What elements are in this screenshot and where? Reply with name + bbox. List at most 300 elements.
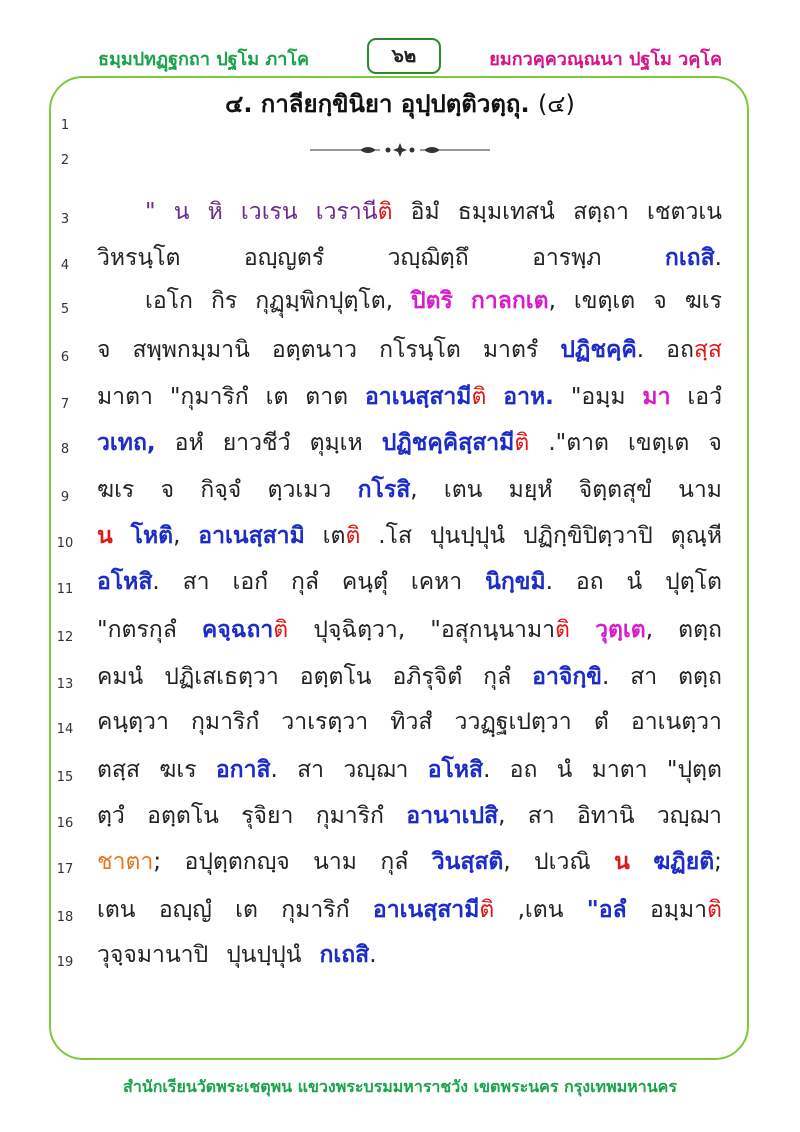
line-number: 14 [56, 722, 74, 737]
line-number: 1 [60, 118, 70, 133]
word [666, 335, 722, 365]
word-text: เอกํ [232, 569, 269, 595]
word [323, 521, 361, 551]
word [342, 567, 388, 597]
word-text: กุฏุมฺพิกปุตฺโต, [255, 288, 394, 314]
word-text: อิทานิ [576, 803, 635, 829]
word-text: คจฺฉถา [201, 617, 274, 643]
word-text: อปุตฺตกญฺจ [184, 849, 290, 875]
word-text: อถ [666, 337, 694, 363]
header-right-title: ยมกวคฺควณฺณนา ปฐโม วคฺโค [489, 49, 722, 70]
text-line [97, 755, 722, 785]
text-line [97, 707, 722, 737]
word [313, 615, 405, 645]
word-text: " [145, 199, 156, 225]
word [133, 335, 250, 365]
word [316, 197, 393, 227]
word-suffix: . [369, 942, 377, 968]
line-number: 10 [56, 536, 74, 551]
word-suffix: ติ [479, 897, 495, 923]
word [266, 382, 289, 412]
word-text: มาตา [591, 757, 648, 783]
text-line [145, 286, 722, 316]
word [458, 197, 555, 227]
word-suffix: ติ [555, 617, 570, 643]
word-text: อหํ [174, 430, 204, 456]
word-text: ตาต [305, 384, 349, 410]
word [300, 662, 372, 692]
word-text: สา [297, 757, 325, 783]
word [557, 755, 573, 785]
line-number: 6 [60, 350, 70, 365]
word [455, 707, 572, 737]
word [528, 801, 555, 831]
text-line [97, 567, 722, 597]
word-text: เขตฺเต [628, 430, 690, 456]
word [430, 521, 505, 551]
page-number: ๖๒ [367, 38, 441, 74]
word-text: .โส [378, 523, 412, 549]
word [373, 895, 494, 925]
word [485, 567, 553, 597]
word [131, 521, 181, 551]
word-text: คนฺตฺวา [97, 709, 169, 735]
word-text: ตํ [593, 709, 609, 735]
word-text: คนฺตุํ [341, 569, 388, 595]
word [198, 521, 304, 551]
word [576, 567, 604, 597]
word-text: เต [235, 897, 258, 923]
word [281, 707, 368, 737]
word-text: อาจิกฺขิ [532, 664, 602, 690]
word-text: ฆฏิยติ [653, 849, 715, 875]
word [534, 847, 591, 877]
word-text: เชตวเน [647, 199, 722, 225]
text-line [97, 521, 722, 551]
word [573, 197, 629, 227]
word-text: "กตรกุลํ [97, 617, 177, 643]
word-text: อาเนสฺสามี [364, 384, 472, 410]
word-text: ววฏฺฐเปตฺวา [454, 709, 572, 735]
footer-institution: สำนักเรียนวัดพระเชตุพน แขวงพระบรมมหาราชวัง เขตพระนคร กรุงเทพมหานคร [123, 1077, 677, 1096]
word [97, 895, 136, 925]
word [216, 755, 278, 785]
word [388, 243, 469, 273]
line-number: 17 [56, 862, 74, 877]
text-line [97, 243, 722, 273]
word-text: รุจิยา [241, 803, 294, 829]
word [272, 335, 357, 365]
word [685, 286, 722, 316]
line-number: 18 [56, 910, 74, 925]
word [161, 475, 174, 505]
word-text: ,เตน [517, 897, 564, 923]
word [232, 567, 268, 597]
word [392, 662, 462, 692]
word-text: วาเรตฺวา [281, 709, 369, 735]
line-number: 4 [60, 258, 70, 273]
line-number: 2 [60, 153, 70, 168]
word-text: "ปุตฺต [666, 757, 722, 783]
word-text: กุมาริกํ [315, 803, 384, 829]
word-text: กเถสิ [664, 245, 715, 271]
word-text: นาม [678, 477, 722, 503]
word [631, 707, 722, 737]
word-text: กโรนฺโต [379, 337, 461, 363]
word [97, 335, 110, 365]
word-text: วญฺฌา [343, 757, 409, 783]
line-number: 8 [60, 442, 70, 457]
word-suffix: ติ [514, 430, 530, 456]
word-text: กเถสิ [319, 942, 370, 968]
word-text: อาเนตฺวา [630, 709, 722, 735]
word [164, 662, 279, 692]
word [235, 895, 258, 925]
text-line [97, 428, 722, 458]
line-number: 7 [60, 397, 70, 412]
word-suffix: . [152, 569, 160, 595]
word [628, 428, 689, 458]
word-suffix: ติ [471, 384, 487, 410]
word-suffix: สฺส [693, 337, 722, 363]
word [579, 475, 652, 505]
word [592, 755, 648, 785]
word [532, 662, 609, 692]
word-text: ปุจฺฉิตฺวา, [313, 617, 406, 643]
word [97, 382, 153, 412]
word-text: อโหสิ [427, 757, 484, 783]
word-suffix: , [645, 617, 654, 643]
word-text: ตตฺถ [678, 664, 722, 690]
word-text: ตสฺส [97, 757, 141, 783]
word [678, 662, 722, 692]
word-text: อานาเปสิ [406, 803, 499, 829]
word [202, 615, 288, 645]
word-text: ปุนปฺปุนํ [226, 942, 302, 968]
word-text: วญฺฌา [656, 803, 722, 829]
line-number: 16 [56, 816, 74, 831]
word-text: เอโก [145, 288, 193, 314]
text-line [97, 382, 722, 412]
word-text: อถ [575, 569, 604, 595]
word-suffix: , [503, 849, 511, 875]
word-text: ปฏิกฺขิปิตฺวาปิ [523, 523, 653, 549]
word-text: วเทถ, [97, 430, 156, 456]
word-text: เตน [97, 897, 136, 923]
word-suffix: . [636, 337, 645, 363]
word-text: "อสุกนฺนามา [430, 617, 556, 643]
word [483, 662, 511, 692]
word-suffix: , [173, 523, 181, 549]
text-line [145, 197, 722, 227]
word-text: มยฺหํ [508, 477, 553, 503]
word [316, 801, 384, 831]
word-suffix: ; [153, 849, 162, 875]
word-text: ฆเร [159, 757, 197, 783]
word [642, 382, 670, 412]
word-text: น [173, 199, 190, 225]
word-text: มาตรํ [482, 337, 539, 363]
word-text: น [614, 849, 630, 875]
word-text: อตฺตนาว [271, 337, 358, 363]
word [428, 755, 491, 785]
word-text: นํ [626, 569, 643, 595]
word [657, 801, 722, 831]
word-text: ปฏิชคฺคิสฺสามี [381, 430, 515, 456]
word-text: กุมาริกํ [281, 897, 350, 923]
word-text: วญฺฌิตฺถึ [387, 245, 469, 271]
word-text: กโรสิ [357, 477, 411, 503]
text-line [97, 475, 722, 505]
word-text: ธมฺมเทสนํ [457, 199, 555, 225]
word [97, 940, 208, 970]
word-text: สา [527, 803, 555, 829]
word-text: กุมาริกํ [190, 709, 260, 735]
word [647, 197, 722, 227]
word-text: "อลํ [586, 897, 627, 923]
word [678, 475, 722, 505]
word [145, 286, 193, 316]
word [174, 197, 190, 227]
word [159, 895, 212, 925]
word-suffix: , [548, 288, 556, 314]
word-text: สตฺถา [573, 199, 629, 225]
word [291, 567, 319, 597]
word [358, 475, 418, 505]
word [297, 755, 324, 785]
word-suffix: , [498, 803, 506, 829]
word [665, 567, 722, 597]
word [574, 286, 635, 316]
word [708, 428, 721, 458]
word-suffix: . [545, 569, 553, 595]
word-text: วุจฺจมานาปิ [97, 942, 209, 968]
story-title-number: (๔) [537, 90, 575, 118]
word-text: เต [322, 523, 346, 549]
word [97, 243, 180, 273]
word-suffix: ติ [273, 617, 289, 643]
word [97, 801, 125, 831]
word [571, 382, 626, 412]
word [310, 428, 363, 458]
text-line [97, 662, 722, 692]
word-text: ยาวชีวํ [222, 430, 291, 456]
word [614, 847, 630, 877]
word [509, 475, 553, 505]
word-text: กุลํ [290, 569, 319, 595]
word-text: มาตา [97, 384, 153, 410]
text-line [97, 895, 722, 925]
word [411, 197, 440, 227]
word [444, 475, 483, 505]
word-text: อาห. [503, 384, 554, 410]
word-text: เวรานี [315, 199, 378, 225]
word-text: ทิวสํ [390, 709, 433, 735]
text-line [97, 335, 722, 365]
word-text: ."ตาต [548, 430, 609, 456]
word [406, 801, 505, 831]
word-text: ปฏิเสเธตฺวา [164, 664, 279, 690]
word-text: อภิรุจิตํ [392, 664, 463, 690]
word-text: ชาตา [97, 849, 154, 875]
word-text: จ [160, 477, 175, 503]
word-text: เวเรน [240, 199, 298, 225]
word [665, 243, 722, 273]
word [281, 895, 349, 925]
word [223, 428, 291, 458]
word [411, 567, 462, 597]
word [97, 475, 134, 505]
word [208, 197, 223, 227]
text-line [97, 847, 722, 877]
word-text: จิตฺตสุขํ [578, 477, 652, 503]
word [532, 243, 601, 273]
word-text: เคหา [410, 569, 463, 595]
word-suffix: . [601, 664, 610, 690]
word-text: อตฺตโน [299, 664, 372, 690]
word [594, 707, 609, 737]
word-suffix: ติ [707, 897, 722, 923]
line-number: 12 [56, 630, 74, 645]
word [627, 567, 643, 597]
word [390, 707, 432, 737]
word [97, 567, 160, 597]
word-text: ปุตฺโต [665, 569, 722, 595]
word-text: "อมฺม [570, 384, 626, 410]
word [226, 940, 301, 970]
word [378, 521, 412, 551]
word-text: เตน [443, 477, 483, 503]
word-text: ปุนปฺปุนํ [429, 523, 506, 549]
word [97, 662, 143, 692]
header-left-title: ธมฺมปทฏฺฐกถา ปฐโม ภาโค [98, 49, 310, 70]
word [653, 847, 722, 877]
word-text: อตฺตโน [147, 803, 219, 829]
word-text: น [97, 523, 113, 549]
word [191, 707, 259, 737]
word [630, 662, 657, 692]
word [379, 335, 461, 365]
word-text: ฆเร [684, 288, 722, 314]
word [650, 895, 722, 925]
word-text: กุลํ [483, 664, 512, 690]
word [548, 428, 609, 458]
word-text: อถ [509, 757, 538, 783]
word [595, 615, 653, 645]
word [411, 286, 453, 316]
word-text: เต [265, 384, 289, 410]
story-title [120, 84, 680, 123]
line-number: 9 [60, 490, 70, 505]
word [653, 286, 666, 316]
word [319, 940, 376, 970]
word [518, 895, 564, 925]
text-line [97, 615, 722, 645]
text-line [97, 940, 722, 970]
word [97, 707, 169, 737]
word [483, 335, 538, 365]
word [241, 197, 298, 227]
story-title-text: ๔. กาลียกฺขินิยา อุปฺปตฺติวตฺถุ. [225, 90, 530, 118]
word-suffix: ติ [377, 199, 393, 225]
word-text: อโหสิ [97, 569, 153, 595]
word-text: สา [630, 664, 658, 690]
word [432, 847, 511, 877]
word-text: ปเวณิ [534, 849, 591, 875]
word-text: กิจฺจํ [200, 477, 242, 503]
word-text: นํ [556, 757, 573, 783]
word-text: นาม [313, 849, 357, 875]
word-text: จ [708, 430, 722, 456]
word-text: อาเนสฺสามี [372, 897, 480, 923]
line-number: 19 [56, 955, 74, 970]
word [471, 286, 556, 316]
word-suffix: . [270, 757, 278, 783]
word-text: อมฺมา [649, 897, 708, 923]
word-text: หิ [207, 199, 223, 225]
word [687, 382, 722, 412]
word-suffix: ติ [345, 523, 361, 549]
word-text: จ [653, 288, 667, 314]
word [97, 615, 177, 645]
word-text: นิกฺขมิ [485, 569, 546, 595]
word [175, 428, 204, 458]
word [305, 382, 348, 412]
word-text: อารพฺภ [532, 245, 602, 271]
word [244, 243, 324, 273]
word [97, 755, 140, 785]
word-text: อกาสิ [215, 757, 271, 783]
word-text: ปฏิชคฺคิ [560, 337, 637, 363]
word-suffix: ; [714, 849, 722, 875]
word [671, 521, 722, 551]
word [183, 567, 210, 597]
word-suffix: , [410, 477, 418, 503]
word-text: คมนํ [97, 664, 144, 690]
word [170, 382, 249, 412]
word [147, 801, 219, 831]
word [97, 521, 113, 551]
word-text: ฆเร [97, 477, 135, 503]
word [200, 475, 241, 505]
word [145, 197, 156, 227]
word-suffix: . [714, 245, 722, 271]
word-text: โหติ [130, 523, 174, 549]
word [365, 382, 486, 412]
word-text: ตฺวํ [97, 803, 125, 829]
word-text: วินสฺสติ [431, 849, 504, 875]
word [97, 428, 156, 458]
word [241, 801, 293, 831]
word [268, 475, 332, 505]
text-line [97, 801, 722, 831]
word [503, 382, 554, 412]
word [560, 335, 644, 365]
line-number: 11 [56, 582, 74, 597]
line-number: 15 [56, 770, 74, 785]
word-suffix: . [483, 757, 491, 783]
word [667, 755, 722, 785]
word [159, 755, 196, 785]
word-text: ตตฺถ [678, 617, 722, 643]
line-number: 5 [60, 302, 70, 317]
word-text: "กุมาริกํ [169, 384, 249, 410]
word-text: อญฺญตรํ [243, 245, 325, 271]
word [523, 521, 653, 551]
word [255, 286, 393, 316]
word [678, 615, 722, 645]
word-text: เขตฺเต [573, 288, 636, 314]
